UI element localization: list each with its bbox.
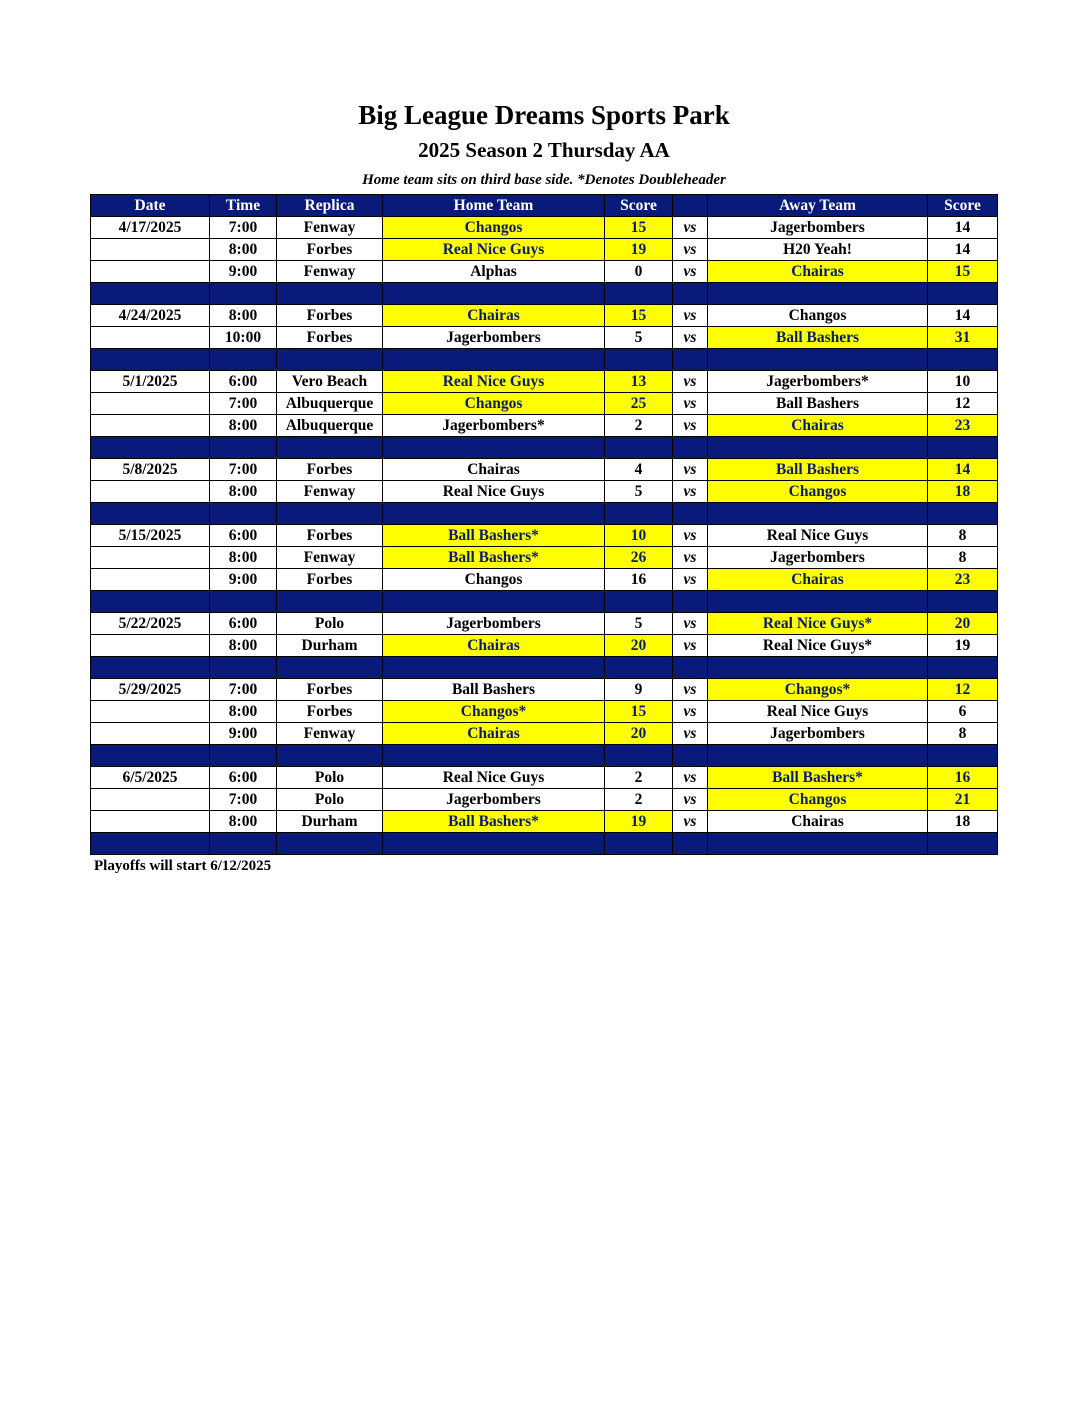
away-score-cell: 31	[928, 327, 998, 349]
home-team-cell: Ball Bashers*	[383, 811, 605, 833]
away-team-cell: Chairas	[708, 811, 928, 833]
separator-cell	[277, 437, 383, 459]
away-team-cell: Real Nice Guys	[708, 701, 928, 723]
separator-cell	[383, 745, 605, 767]
home-team-cell: Real Nice Guys	[383, 371, 605, 393]
separator-cell	[383, 437, 605, 459]
schedule-table	[90, 194, 998, 855]
header-row	[91, 195, 998, 217]
time-cell: 8:00	[210, 239, 277, 261]
replica-cell: Forbes	[277, 525, 383, 547]
game-row	[91, 811, 998, 833]
separator-cell	[605, 437, 673, 459]
separator-cell	[928, 833, 998, 855]
home-score-cell: 9	[605, 679, 673, 701]
replica-cell: Forbes	[277, 701, 383, 723]
separator-cell	[673, 283, 708, 305]
away-team-cell: Chairas	[708, 415, 928, 437]
home-score-cell: 2	[605, 415, 673, 437]
game-row	[91, 547, 998, 569]
home-team-cell: Changos	[383, 393, 605, 415]
separator-row	[91, 283, 998, 305]
home-score-cell: 15	[605, 217, 673, 239]
vs-cell: vs	[673, 701, 708, 723]
replica-cell: Albuquerque	[277, 415, 383, 437]
separator-row	[91, 591, 998, 613]
game-row	[91, 635, 998, 657]
replica-cell: Forbes	[277, 239, 383, 261]
separator-cell	[383, 833, 605, 855]
time-cell: 8:00	[210, 481, 277, 503]
home-score-cell: 5	[605, 613, 673, 635]
home-score-cell: 26	[605, 547, 673, 569]
vs-cell: vs	[673, 305, 708, 327]
time-cell: 6:00	[210, 767, 277, 789]
page-subtitle: 2025 Season 2 Thursday AA	[418, 138, 670, 162]
game-row	[91, 569, 998, 591]
game-row	[91, 613, 998, 635]
home-team-cell: Changos	[383, 217, 605, 239]
separator-cell	[673, 503, 708, 525]
date-cell	[91, 547, 210, 569]
separator-cell	[210, 283, 277, 305]
away-score-cell: 12	[928, 393, 998, 415]
vs-cell: vs	[673, 393, 708, 415]
separator-cell	[91, 745, 210, 767]
vs-cell: vs	[673, 371, 708, 393]
date-cell	[91, 327, 210, 349]
away-score-cell: 16	[928, 767, 998, 789]
away-team-cell: Changos	[708, 481, 928, 503]
vs-cell: vs	[673, 415, 708, 437]
time-cell: 8:00	[210, 415, 277, 437]
col-header-date: Date	[91, 195, 210, 217]
home-score-cell: 16	[605, 569, 673, 591]
home-score-cell: 20	[605, 635, 673, 657]
date-cell: 5/1/2025	[91, 371, 210, 393]
separator-cell	[708, 591, 928, 613]
date-cell	[91, 723, 210, 745]
separator-cell	[928, 349, 998, 371]
time-cell: 8:00	[210, 701, 277, 723]
date-cell: 5/22/2025	[91, 613, 210, 635]
separator-cell	[277, 591, 383, 613]
vs-cell: vs	[673, 481, 708, 503]
separator-cell	[605, 591, 673, 613]
date-cell	[91, 239, 210, 261]
away-team-cell: Chairas	[708, 261, 928, 283]
vs-cell: vs	[673, 239, 708, 261]
col-header-home-score: Score	[605, 195, 673, 217]
separator-cell	[91, 283, 210, 305]
away-team-cell: Ball Bashers*	[708, 767, 928, 789]
time-cell: 6:00	[210, 525, 277, 547]
away-team-cell: Jagerbombers	[708, 217, 928, 239]
separator-row	[91, 657, 998, 679]
replica-cell: Vero Beach	[277, 371, 383, 393]
separator-cell	[605, 833, 673, 855]
home-score-cell: 0	[605, 261, 673, 283]
away-score-cell: 21	[928, 789, 998, 811]
home-score-cell: 15	[605, 701, 673, 723]
separator-cell	[928, 503, 998, 525]
separator-cell	[210, 745, 277, 767]
date-cell: 5/8/2025	[91, 459, 210, 481]
doubleheader-note: Home team sits on third base side. *Denotes Doubleheader	[362, 172, 726, 188]
separator-cell	[91, 503, 210, 525]
game-row	[91, 789, 998, 811]
separator-row	[91, 437, 998, 459]
replica-cell: Polo	[277, 613, 383, 635]
separator-cell	[605, 657, 673, 679]
away-score-cell: 6	[928, 701, 998, 723]
separator-row	[91, 833, 998, 855]
away-score-cell: 20	[928, 613, 998, 635]
replica-cell: Forbes	[277, 569, 383, 591]
away-team-cell: Ball Bashers	[708, 327, 928, 349]
away-team-cell: Real Nice Guys*	[708, 635, 928, 657]
separator-cell	[708, 657, 928, 679]
schedule-body	[91, 217, 998, 855]
date-cell	[91, 415, 210, 437]
time-cell: 7:00	[210, 789, 277, 811]
home-score-cell: 13	[605, 371, 673, 393]
away-team-cell: Changos	[708, 789, 928, 811]
replica-cell: Polo	[277, 789, 383, 811]
vs-cell: vs	[673, 261, 708, 283]
replica-cell: Fenway	[277, 481, 383, 503]
home-team-cell: Ball Bashers*	[383, 547, 605, 569]
home-team-cell: Real Nice Guys	[383, 239, 605, 261]
away-team-cell: Jagerbombers	[708, 547, 928, 569]
home-score-cell: 5	[605, 327, 673, 349]
home-team-cell: Jagerbombers	[383, 613, 605, 635]
separator-row	[91, 745, 998, 767]
home-team-cell: Real Nice Guys	[383, 481, 605, 503]
date-cell	[91, 811, 210, 833]
away-score-cell: 12	[928, 679, 998, 701]
date-cell	[91, 481, 210, 503]
vs-cell: vs	[673, 613, 708, 635]
separator-cell	[673, 591, 708, 613]
replica-cell: Forbes	[277, 305, 383, 327]
col-header-replica: Replica	[277, 195, 383, 217]
game-row	[91, 261, 998, 283]
vs-cell: vs	[673, 811, 708, 833]
game-row	[91, 327, 998, 349]
vs-cell: vs	[673, 569, 708, 591]
time-cell: 6:00	[210, 613, 277, 635]
separator-cell	[605, 349, 673, 371]
separator-cell	[708, 283, 928, 305]
time-cell: 8:00	[210, 811, 277, 833]
separator-cell	[673, 349, 708, 371]
col-header-time: Time	[210, 195, 277, 217]
vs-cell: vs	[673, 679, 708, 701]
date-cell	[91, 635, 210, 657]
separator-cell	[383, 349, 605, 371]
col-header-vs	[673, 195, 708, 217]
date-cell: 6/5/2025	[91, 767, 210, 789]
game-row	[91, 525, 998, 547]
vs-cell: vs	[673, 723, 708, 745]
home-team-cell: Jagerbombers*	[383, 415, 605, 437]
date-cell: 4/17/2025	[91, 217, 210, 239]
separator-cell	[91, 833, 210, 855]
home-team-cell: Changos	[383, 569, 605, 591]
separator-cell	[673, 657, 708, 679]
home-score-cell: 2	[605, 767, 673, 789]
replica-cell: Polo	[277, 767, 383, 789]
vs-cell: vs	[673, 547, 708, 569]
home-team-cell: Real Nice Guys	[383, 767, 605, 789]
separator-cell	[708, 349, 928, 371]
vs-cell: vs	[673, 767, 708, 789]
col-header-away-score: Score	[928, 195, 998, 217]
page-title: Big League Dreams Sports Park	[358, 100, 730, 130]
vs-cell: vs	[673, 459, 708, 481]
game-row	[91, 723, 998, 745]
home-team-cell: Alphas	[383, 261, 605, 283]
home-team-cell: Jagerbombers	[383, 789, 605, 811]
separator-cell	[91, 591, 210, 613]
away-score-cell: 10	[928, 371, 998, 393]
separator-cell	[383, 283, 605, 305]
home-team-cell: Chairas	[383, 305, 605, 327]
away-score-cell: 8	[928, 723, 998, 745]
time-cell: 7:00	[210, 217, 277, 239]
separator-row	[91, 349, 998, 371]
away-score-cell: 8	[928, 547, 998, 569]
replica-cell: Forbes	[277, 679, 383, 701]
separator-cell	[673, 745, 708, 767]
home-team-cell: Chairas	[383, 459, 605, 481]
home-score-cell: 25	[605, 393, 673, 415]
separator-cell	[605, 745, 673, 767]
home-team-cell: Ball Bashers	[383, 679, 605, 701]
away-score-cell: 14	[928, 239, 998, 261]
separator-cell	[210, 349, 277, 371]
away-team-cell: Jagerbombers	[708, 723, 928, 745]
separator-cell	[928, 437, 998, 459]
separator-cell	[277, 503, 383, 525]
separator-cell	[277, 349, 383, 371]
away-team-cell: Jagerbombers*	[708, 371, 928, 393]
home-score-cell: 10	[605, 525, 673, 547]
home-score-cell: 19	[605, 239, 673, 261]
separator-cell	[210, 503, 277, 525]
separator-row	[91, 503, 998, 525]
separator-cell	[210, 833, 277, 855]
away-team-cell: Changos	[708, 305, 928, 327]
separator-cell	[928, 591, 998, 613]
away-score-cell: 14	[928, 305, 998, 327]
away-score-cell: 8	[928, 525, 998, 547]
game-row	[91, 415, 998, 437]
separator-cell	[605, 283, 673, 305]
replica-cell: Fenway	[277, 547, 383, 569]
time-cell: 8:00	[210, 635, 277, 657]
home-team-cell: Changos*	[383, 701, 605, 723]
game-row	[91, 767, 998, 789]
time-cell: 10:00	[210, 327, 277, 349]
time-cell: 9:00	[210, 569, 277, 591]
away-score-cell: 19	[928, 635, 998, 657]
home-score-cell: 5	[605, 481, 673, 503]
col-header-home-team: Home Team	[383, 195, 605, 217]
home-score-cell: 2	[605, 789, 673, 811]
game-row	[91, 459, 998, 481]
date-cell: 5/15/2025	[91, 525, 210, 547]
time-cell: 9:00	[210, 261, 277, 283]
away-score-cell: 14	[928, 459, 998, 481]
home-score-cell: 4	[605, 459, 673, 481]
home-score-cell: 20	[605, 723, 673, 745]
replica-cell: Durham	[277, 811, 383, 833]
date-cell	[91, 701, 210, 723]
game-row	[91, 679, 998, 701]
replica-cell: Fenway	[277, 723, 383, 745]
date-cell: 5/29/2025	[91, 679, 210, 701]
game-row	[91, 239, 998, 261]
replica-cell: Forbes	[277, 459, 383, 481]
playoffs-note: Playoffs will start 6/12/2025	[94, 858, 272, 874]
separator-cell	[277, 833, 383, 855]
away-team-cell: Chairas	[708, 569, 928, 591]
away-team-cell: Ball Bashers	[708, 393, 928, 415]
separator-cell	[605, 503, 673, 525]
home-team-cell: Chairas	[383, 635, 605, 657]
separator-cell	[277, 745, 383, 767]
away-team-cell: Changos*	[708, 679, 928, 701]
replica-cell: Albuquerque	[277, 393, 383, 415]
time-cell: 9:00	[210, 723, 277, 745]
vs-cell: vs	[673, 635, 708, 657]
home-team-cell: Jagerbombers	[383, 327, 605, 349]
separator-cell	[383, 503, 605, 525]
separator-cell	[708, 503, 928, 525]
home-team-cell: Chairas	[383, 723, 605, 745]
game-row	[91, 481, 998, 503]
away-team-cell: H20 Yeah!	[708, 239, 928, 261]
separator-cell	[210, 657, 277, 679]
vs-cell: vs	[673, 327, 708, 349]
time-cell: 7:00	[210, 459, 277, 481]
date-cell	[91, 261, 210, 283]
time-cell: 6:00	[210, 371, 277, 393]
time-cell: 7:00	[210, 679, 277, 701]
away-score-cell: 18	[928, 481, 998, 503]
replica-cell: Forbes	[277, 327, 383, 349]
separator-cell	[91, 657, 210, 679]
home-score-cell: 15	[605, 305, 673, 327]
replica-cell: Durham	[277, 635, 383, 657]
game-row	[91, 371, 998, 393]
separator-cell	[91, 349, 210, 371]
home-score-cell: 19	[605, 811, 673, 833]
away-team-cell: Real Nice Guys	[708, 525, 928, 547]
away-score-cell: 23	[928, 569, 998, 591]
home-team-cell: Ball Bashers*	[383, 525, 605, 547]
away-score-cell: 14	[928, 217, 998, 239]
vs-cell: vs	[673, 789, 708, 811]
separator-cell	[277, 283, 383, 305]
time-cell: 8:00	[210, 305, 277, 327]
game-row	[91, 701, 998, 723]
separator-cell	[210, 437, 277, 459]
away-score-cell: 18	[928, 811, 998, 833]
separator-cell	[277, 657, 383, 679]
date-cell	[91, 393, 210, 415]
separator-cell	[708, 833, 928, 855]
date-cell: 4/24/2025	[91, 305, 210, 327]
separator-cell	[673, 437, 708, 459]
away-team-cell: Ball Bashers	[708, 459, 928, 481]
replica-cell: Fenway	[277, 217, 383, 239]
time-cell: 7:00	[210, 393, 277, 415]
separator-cell	[383, 591, 605, 613]
away-score-cell: 23	[928, 415, 998, 437]
game-row	[91, 393, 998, 415]
replica-cell: Fenway	[277, 261, 383, 283]
away-score-cell: 15	[928, 261, 998, 283]
separator-cell	[708, 437, 928, 459]
date-cell	[91, 569, 210, 591]
separator-cell	[928, 745, 998, 767]
separator-cell	[928, 283, 998, 305]
separator-cell	[708, 745, 928, 767]
vs-cell: vs	[673, 217, 708, 239]
date-cell	[91, 789, 210, 811]
time-cell: 8:00	[210, 547, 277, 569]
game-row	[91, 217, 998, 239]
separator-cell	[210, 591, 277, 613]
game-row	[91, 305, 998, 327]
separator-cell	[673, 833, 708, 855]
away-team-cell: Real Nice Guys*	[708, 613, 928, 635]
separator-cell	[383, 657, 605, 679]
separator-cell	[928, 657, 998, 679]
col-header-away-team: Away Team	[708, 195, 928, 217]
vs-cell: vs	[673, 525, 708, 547]
separator-cell	[91, 437, 210, 459]
